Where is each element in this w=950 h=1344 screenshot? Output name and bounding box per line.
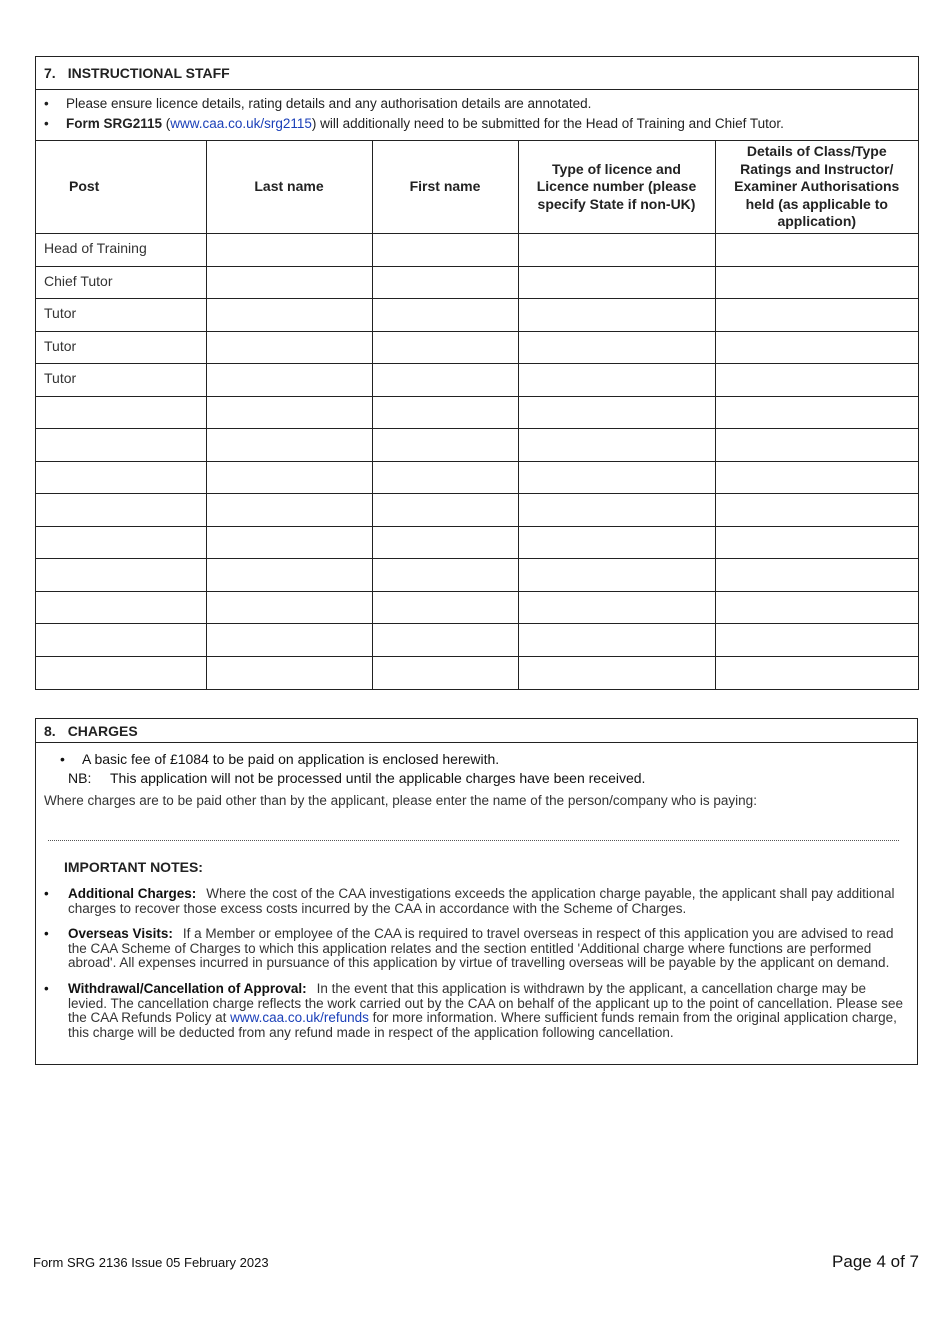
table-row <box>36 396 918 429</box>
entry-cell[interactable] <box>206 526 372 559</box>
srg2115-link[interactable]: www.caa.co.uk/srg2115 <box>170 116 312 131</box>
note-body: In the event that this application is withdrawn by the applicant, a cancellation charge may be levied. The cancellation charge reflects the work carried out by the CAA on behalf of the applicant up to the point of cancellation. Please see the CAA Refunds Policy at <box>68 980 904 1026</box>
entry-cell[interactable] <box>372 591 518 624</box>
section-number: 8. <box>44 722 56 739</box>
bullet-icon: • <box>44 980 49 996</box>
refunds-link[interactable]: www.caa.co.uk/refunds <box>230 1010 369 1026</box>
important-notes-title: IMPORTANT NOTES: <box>64 859 203 875</box>
entry-cell[interactable] <box>206 591 372 624</box>
entry-cell[interactable] <box>372 331 518 364</box>
fee-item <box>60 750 917 769</box>
entry-cell[interactable] <box>372 656 518 689</box>
table-row <box>36 266 918 299</box>
post-cell: Head of Training <box>36 234 206 267</box>
note-label: Withdrawal/Cancellation of Approval: <box>68 980 307 996</box>
entry-cell[interactable] <box>715 656 918 689</box>
entry-cell[interactable] <box>518 299 715 332</box>
note-text-rest: ) will additionally need to be submitted for the Head of Training and Chief Tutor. <box>311 116 784 131</box>
post-cell: Tutor <box>36 331 206 364</box>
note-text <box>66 114 784 134</box>
column-header-first-name: First name <box>372 141 518 234</box>
entry-cell[interactable] <box>518 234 715 267</box>
note-text: Please ensure licence details, rating details and any authorisation details are annotated. <box>66 96 592 111</box>
entry-cell[interactable] <box>715 396 918 429</box>
note-label: Overseas Visits: <box>68 926 173 942</box>
bullet-icon: • <box>44 96 49 111</box>
entry-cell[interactable] <box>518 494 715 527</box>
entry-cell[interactable] <box>206 656 372 689</box>
entry-cell[interactable] <box>715 234 918 267</box>
staff-table <box>36 140 918 689</box>
entry-cell[interactable] <box>206 331 372 364</box>
entry-cell[interactable] <box>206 559 372 592</box>
column-header-ratings: Details of Class/Type Ratings and Instructor/ Examiner Authorisations held (as applicable to application) <box>715 141 918 234</box>
table-row <box>36 299 918 332</box>
note-withdrawal <box>36 982 917 1040</box>
post-cell[interactable] <box>36 494 206 527</box>
entry-cell[interactable] <box>372 494 518 527</box>
note-body-rest: for more information. Where sufficient funds remain from the original application charge, this charge will be deducted from any refund made in respect of the application following cancellation. <box>68 1010 897 1040</box>
nb-text: This application will not be processed until the applicable charges have been received. <box>110 770 646 786</box>
post-cell[interactable] <box>36 591 206 624</box>
entry-cell[interactable] <box>372 624 518 657</box>
nb-label: NB: <box>68 770 92 786</box>
entry-cell[interactable] <box>206 234 372 267</box>
entry-cell[interactable] <box>518 429 715 462</box>
entry-cell[interactable] <box>715 429 918 462</box>
entry-cell[interactable] <box>715 559 918 592</box>
post-cell[interactable] <box>36 624 206 657</box>
fee-block <box>36 743 917 788</box>
post-cell[interactable] <box>36 656 206 689</box>
note-body: Where the cost of the CAA investigations exceeds the application charge payable, the applicant shall pay additional charges to recover those excess costs incurred by the CAA in accordance with the Scheme of Charges. <box>68 886 895 916</box>
section-title: INSTRUCTIONAL STAFF <box>67 65 230 81</box>
entry-cell[interactable] <box>372 461 518 494</box>
entry-cell[interactable] <box>715 494 918 527</box>
post-cell: Tutor <box>36 299 206 332</box>
table-row <box>36 591 918 624</box>
bullet-icon: • <box>44 926 49 942</box>
entry-cell[interactable] <box>518 266 715 299</box>
entry-cell[interactable] <box>518 526 715 559</box>
table-row <box>36 656 918 689</box>
table-row <box>36 624 918 657</box>
table-row <box>36 559 918 592</box>
entry-cell[interactable] <box>715 299 918 332</box>
bullet-icon: • <box>60 751 65 767</box>
section-title: CHARGES <box>67 722 138 739</box>
section-number: 7. <box>44 65 56 81</box>
entry-cell[interactable] <box>715 364 918 397</box>
entry-cell[interactable] <box>715 331 918 364</box>
nb-note <box>60 769 917 788</box>
entry-cell[interactable] <box>206 299 372 332</box>
section-charges <box>35 718 918 1065</box>
post-cell[interactable] <box>36 559 206 592</box>
entry-cell[interactable] <box>372 526 518 559</box>
post-cell: Tutor <box>36 364 206 397</box>
entry-cell[interactable] <box>715 591 918 624</box>
entry-cell[interactable] <box>518 656 715 689</box>
note-body: If a Member or employee of the CAA is required to travel overseas in respect of this application you are advised to read the CAA Scheme of Charges to which this application relates and the section entitled 'Additional charge where functions are performed abroad'. All expenses incurred in pursuance of this application by virtue of travelling overseas will be payable by the applicant on demand. <box>68 926 894 971</box>
table-row <box>36 364 918 397</box>
entry-cell[interactable] <box>518 591 715 624</box>
form-ref: Form SRG2115 <box>66 116 163 131</box>
entry-cell[interactable] <box>715 266 918 299</box>
post-cell[interactable] <box>36 429 206 462</box>
column-header-licence: Type of licence and Licence number (please specify State if non-UK) <box>518 141 715 234</box>
entry-cell[interactable] <box>206 461 372 494</box>
entry-cell[interactable] <box>518 364 715 397</box>
note-label: Additional Charges: <box>68 886 197 901</box>
table-row <box>36 494 918 527</box>
fee-text: A basic fee of £1084 to be paid on application is enclosed herewith. <box>82 751 500 767</box>
page-number: Page 4 of 7 <box>832 1252 919 1271</box>
entry-cell[interactable] <box>715 461 918 494</box>
entry-cell[interactable] <box>206 266 372 299</box>
entry-cell[interactable] <box>206 364 372 397</box>
table-row <box>36 526 918 559</box>
post-cell[interactable] <box>36 461 206 494</box>
post-cell: Chief Tutor <box>36 266 206 299</box>
entry-cell[interactable] <box>518 461 715 494</box>
entry-cell[interactable] <box>518 331 715 364</box>
note-additional-charges <box>36 887 917 916</box>
table-row <box>36 429 918 462</box>
column-header-last-name: Last name <box>206 141 372 234</box>
entry-cell[interactable] <box>518 559 715 592</box>
form-identifier: Form SRG 2136 Issue 05 February 2023 <box>33 1255 269 1270</box>
entry-cell[interactable] <box>372 429 518 462</box>
post-cell[interactable] <box>36 526 206 559</box>
paren-open: ( <box>162 116 171 131</box>
entry-cell[interactable] <box>518 396 715 429</box>
entry-cell[interactable] <box>206 494 372 527</box>
entry-cell[interactable] <box>206 624 372 657</box>
entry-cell[interactable] <box>372 266 518 299</box>
table-row <box>36 331 918 364</box>
list-item <box>44 94 910 114</box>
entry-cell[interactable] <box>715 624 918 657</box>
entry-cell[interactable] <box>206 429 372 462</box>
entry-cell[interactable] <box>372 234 518 267</box>
bullet-icon: • <box>44 886 49 901</box>
entry-cell[interactable] <box>372 559 518 592</box>
entry-cell[interactable] <box>518 624 715 657</box>
table-row <box>36 461 918 494</box>
entry-cell[interactable] <box>372 396 518 429</box>
entry-cell[interactable] <box>206 396 372 429</box>
section-7-header <box>36 57 918 90</box>
entry-cell[interactable] <box>372 299 518 332</box>
note-overseas-visits <box>36 927 917 971</box>
bullet-icon: • <box>44 116 49 131</box>
section-7-notes <box>36 90 918 140</box>
entry-cell[interactable] <box>372 364 518 397</box>
post-cell[interactable] <box>36 396 206 429</box>
section-instructional-staff <box>35 56 919 690</box>
table-row <box>36 234 918 267</box>
payer-prompt: Where charges are to be paid other than by the applicant, please enter the name of the person/company who is paying: <box>44 793 757 808</box>
column-header-post: Post <box>36 141 206 234</box>
section-8-header <box>36 719 917 743</box>
table-header-row <box>36 141 918 234</box>
entry-cell[interactable] <box>715 526 918 559</box>
list-item <box>44 114 910 134</box>
